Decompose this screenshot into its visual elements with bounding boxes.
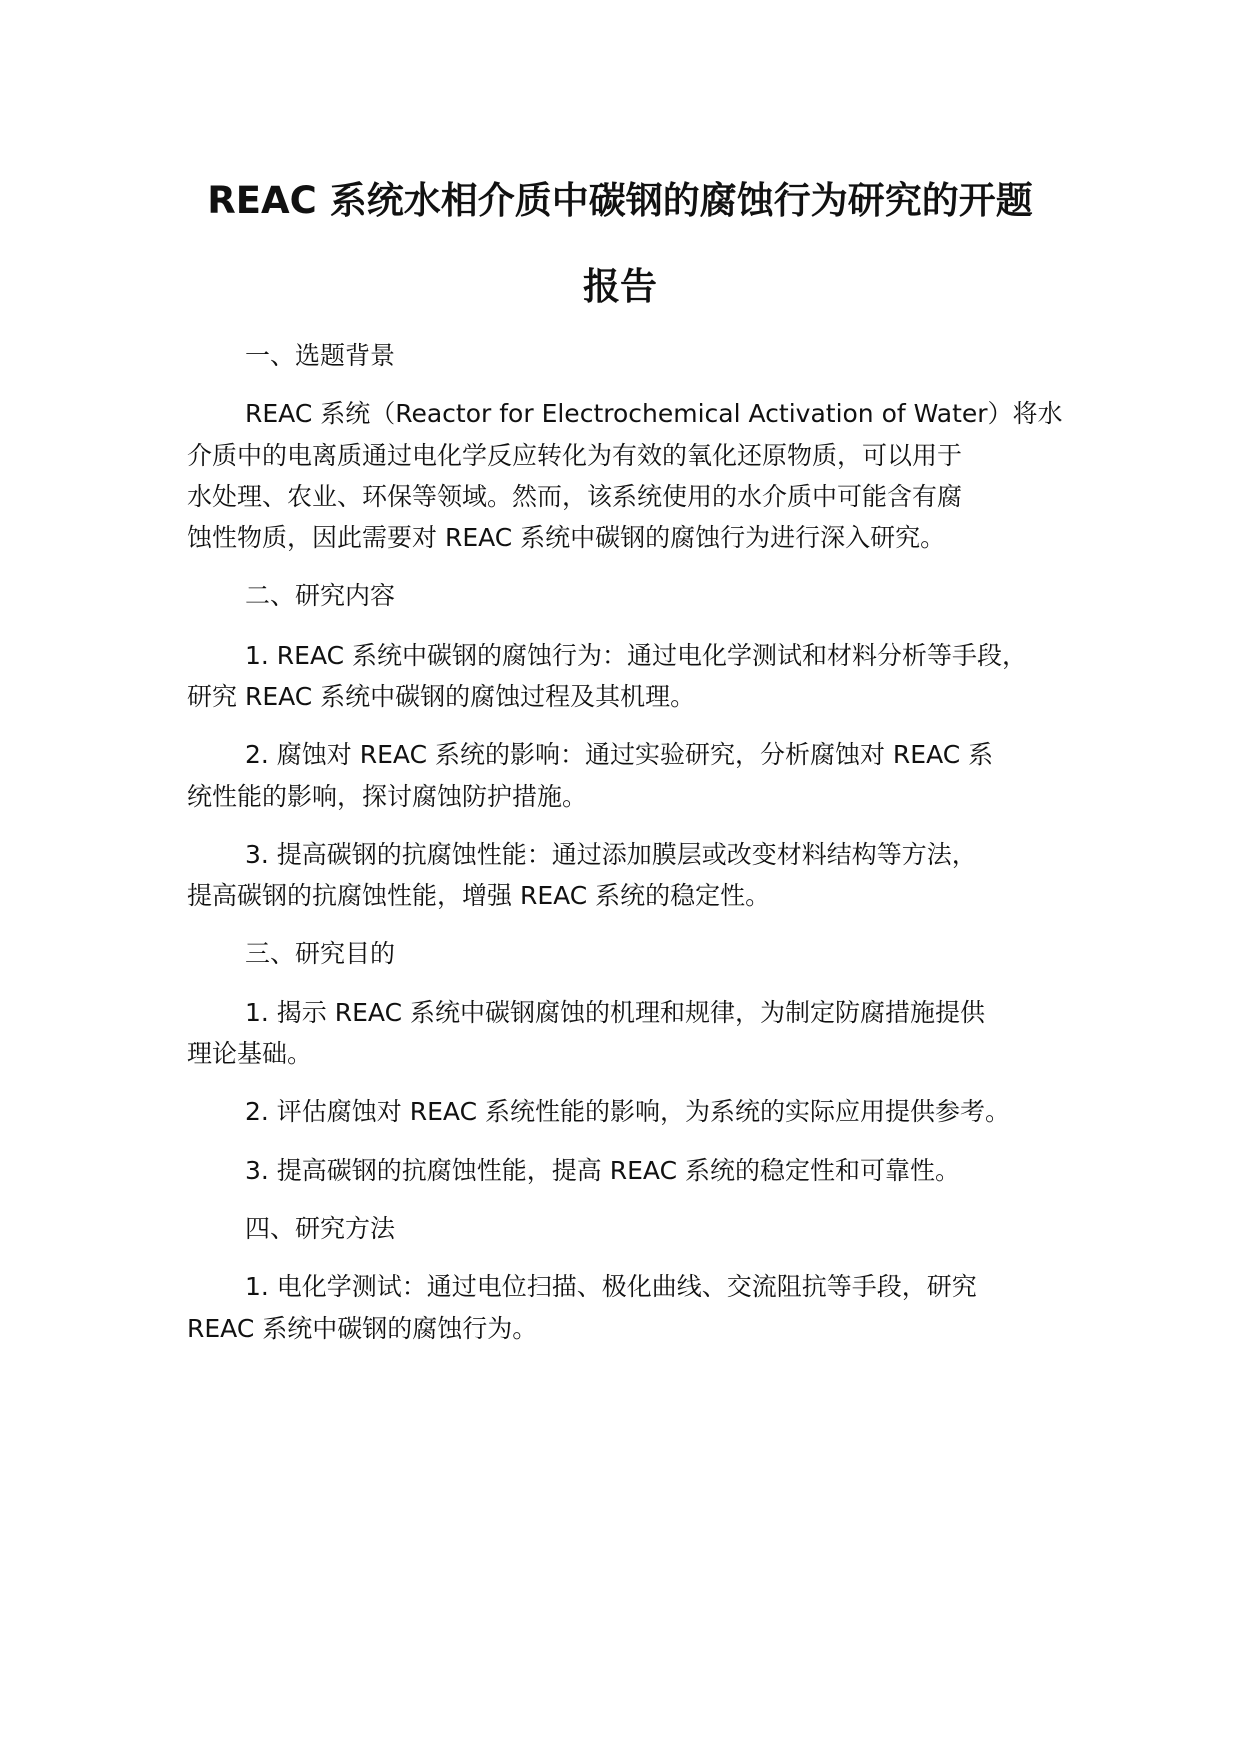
section-heading-method: 四、研究方法 — [245, 1214, 396, 1243]
list-item-line: 1. 电化学测试：通过电位扫描、极化曲线、交流阻抗等手段，研究 — [245, 1272, 977, 1301]
list-item-line: 3. 提高碳钢的抗腐蚀性能，提高 REAC 系统的稳定性和可靠性。 — [245, 1156, 960, 1185]
list-item-line: 3. 提高碳钢的抗腐蚀性能：通过添加膜层或改变材料结构等方法， — [245, 840, 977, 869]
list-item-line: 2. 评估腐蚀对 REAC 系统性能的影响，为系统的实际应用提供参考。 — [245, 1097, 1010, 1126]
paragraph-line: 水处理、农业、环保等领域。然而，该系统使用的水介质中可能含有腐 — [187, 482, 963, 511]
section-heading-content: 二、研究内容 — [245, 581, 396, 610]
paragraph-line: 介质中的电离质通过电化学反应转化为有效的氧化还原物质，可以用于 — [187, 441, 963, 470]
list-item-line: 1. 揭示 REAC 系统中碳钢腐蚀的机理和规律，为制定防腐措施提供 — [245, 998, 985, 1027]
section-heading-purpose: 三、研究目的 — [245, 939, 396, 968]
document-title-line-2: 报告 — [583, 265, 657, 308]
list-item-line: REAC 系统中碳钢的腐蚀行为。 — [187, 1314, 538, 1343]
section-heading-background: 一、选题背景 — [245, 341, 396, 370]
paragraph-line: REAC 系统（Reactor for Electrochemical Activation of Water）将水 — [245, 399, 1063, 428]
list-item-line: 研究 REAC 系统中碳钢的腐蚀过程及其机理。 — [187, 682, 696, 711]
list-item-line: 2. 腐蚀对 REAC 系统的影响：通过实验研究，分析腐蚀对 REAC 系 — [245, 740, 994, 769]
list-item-line: 统性能的影响，探讨腐蚀防护措施。 — [187, 782, 588, 811]
paragraph-line: 蚀性物质，因此需要对 REAC 系统中碳钢的腐蚀行为进行深入研究。 — [187, 523, 946, 552]
list-item-line: 提高碳钢的抗腐蚀性能，增强 REAC 系统的稳定性。 — [187, 881, 771, 910]
list-item-line: 1. REAC 系统中碳钢的腐蚀行为：通过电化学测试和材料分析等手段， — [245, 641, 1028, 670]
list-item-line: 理论基础。 — [187, 1039, 313, 1068]
document-title-line-1: REAC 系统水相介质中碳钢的腐蚀行为研究的开题 — [207, 179, 1033, 222]
